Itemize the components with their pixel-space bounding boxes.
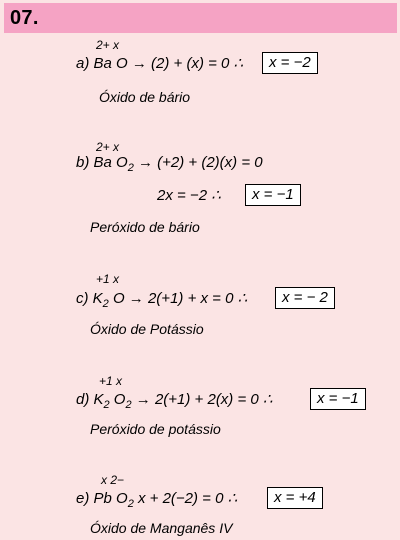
charges-a: 2+ x	[96, 38, 120, 52]
formula-a: a) Ba O → (2) + (x) = 0 ∴	[76, 55, 244, 72]
formula-b-pre: b) Ba O	[76, 154, 128, 171]
formula-b	[76, 154, 263, 174]
formula-c	[76, 289, 248, 310]
formula-e	[76, 489, 238, 510]
answer-box-b: x = −1	[245, 184, 301, 206]
compound-name-d: Peróxido de potássio	[90, 421, 221, 437]
formula-e-sub: 2	[127, 498, 134, 510]
compound-name-c: Óxido de Potássio	[90, 321, 204, 337]
formula-c-sub: 2	[102, 298, 109, 310]
charges-d: +1 x	[99, 374, 123, 388]
formula-d-sub: 2	[103, 399, 110, 411]
charges-e: x 2−	[101, 473, 125, 487]
answer-box-e: x = +4	[267, 487, 323, 509]
formula-c-post: O → 2(+1) + x = 0 ∴	[108, 290, 248, 307]
compound-name-e: Óxido de Manganês IV	[90, 520, 233, 536]
formula-d-mid: O	[109, 391, 126, 408]
formula-b-sub: 2	[127, 162, 134, 174]
compound-name-a: Óxido de bário	[99, 89, 191, 105]
compound-name-b: Peróxido de bário	[90, 219, 200, 235]
formula-d-pre: d) K	[76, 391, 104, 408]
section-header	[4, 3, 397, 33]
equation-b: 2x = −2 ∴	[157, 187, 221, 204]
exercise-number: 07.	[10, 7, 39, 29]
formula-c-pre: c) K	[76, 290, 103, 307]
charges-c: +1 x	[96, 272, 120, 286]
answer-box-a: x = −2	[262, 52, 318, 74]
formula-b-post: → (+2) + (2)(x) = 0	[133, 154, 263, 171]
formula-e-post: x + 2(−2) = 0 ∴	[133, 490, 238, 507]
charges-b: 2+ x	[96, 140, 120, 154]
formula-d-post: → 2(+1) + 2(x) = 0 ∴	[131, 391, 273, 408]
answer-box-c: x = − 2	[275, 287, 335, 309]
formula-d	[76, 390, 273, 411]
formula-e-pre: e) Pb O	[76, 490, 128, 507]
formula-d-sub2: 2	[125, 399, 132, 411]
answer-box-d: x = −1	[310, 388, 366, 410]
